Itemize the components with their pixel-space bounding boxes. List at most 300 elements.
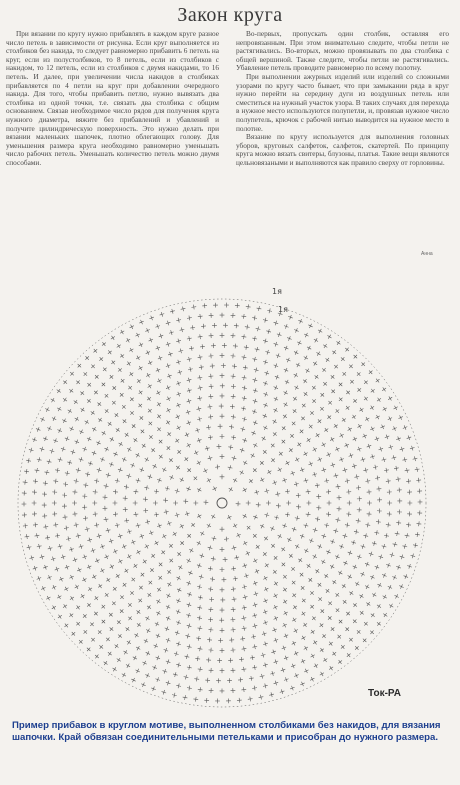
stitch-mark: [126, 664, 130, 668]
stitch-mark: [73, 512, 78, 517]
stitch-mark: [304, 549, 308, 553]
stitch-mark: [137, 379, 141, 383]
stitch-mark: [286, 358, 290, 362]
stitch-mark: [407, 490, 412, 495]
stitch-mark: [293, 397, 297, 401]
stitch-mark: [356, 519, 361, 524]
stitch-mark: [292, 422, 296, 426]
stitch-mark: [166, 420, 170, 424]
stitch-mark: [273, 420, 277, 424]
stitch-mark: [123, 507, 128, 512]
stitch-mark: [53, 479, 58, 484]
stitch-mark: [83, 614, 87, 618]
stitch-mark: [84, 372, 87, 375]
stitch-mark: [188, 367, 193, 372]
stitch-mark: [72, 501, 77, 506]
stitch-mark: [146, 350, 150, 354]
stitch-mark: [372, 593, 376, 597]
stitch-mark: [108, 350, 112, 354]
stitch-mark: [173, 672, 178, 677]
stitch-mark: [293, 409, 297, 413]
stitch-mark: [140, 468, 144, 472]
stitch-mark: [241, 687, 246, 692]
stitch-mark: [271, 544, 275, 548]
stitch-mark: [243, 365, 248, 370]
stitch-mark: [209, 313, 214, 318]
stitch-mark: [263, 381, 268, 386]
stitch-mark: [176, 415, 180, 419]
stitch-mark: [404, 574, 408, 578]
stitch-mark: [27, 545, 32, 550]
stitch-mark: [167, 432, 171, 436]
stitch-mark: [285, 512, 290, 517]
paragraph: Вязание по кругу используется для выполнения головных уборов, круговых салфеток, салфеток, скатертей. По принципу круга можно вязать свитеры, блузоны, платья. Такие вещи являются цельновязаными и выполняются как правило сверху от горловины.: [236, 132, 449, 167]
stitch-mark: [75, 585, 79, 589]
stitch-mark: [98, 630, 101, 633]
stitch-mark: [155, 677, 160, 682]
stitch-mark: [55, 567, 59, 571]
stitch-mark: [90, 623, 94, 627]
stitch-mark: [304, 478, 309, 483]
stitch-mark: [112, 401, 116, 405]
stitch-mark: [403, 425, 407, 429]
stitch-mark: [292, 641, 296, 645]
stitch-mark: [292, 618, 296, 622]
stitch-mark: [297, 443, 301, 447]
stitch-mark: [45, 408, 49, 412]
stitch-mark: [61, 447, 66, 452]
stitch-mark: [105, 593, 109, 597]
stitch-mark: [355, 582, 359, 586]
stitch-mark: [377, 487, 382, 492]
center-ring: [217, 498, 227, 508]
stitch-mark: [186, 487, 190, 491]
stitch-mark: [218, 638, 223, 643]
stitch-mark: [413, 543, 418, 548]
stitch-mark: [252, 409, 257, 414]
stitch-mark: [377, 497, 382, 502]
stitch-mark: [103, 368, 107, 372]
stitch-mark: [109, 539, 114, 544]
stitch-mark: [113, 549, 117, 553]
stitch-mark: [357, 388, 361, 392]
stitch-mark: [300, 534, 304, 538]
stitch-mark: [359, 408, 363, 412]
stitch-mark: [197, 461, 201, 465]
stitch-mark: [136, 646, 140, 650]
stitch-mark: [303, 623, 307, 627]
stitch-mark: [105, 409, 109, 413]
stitch-mark: [130, 411, 133, 414]
stitch-mark: [87, 437, 91, 441]
stitch-mark: [336, 484, 341, 489]
stitch-mark: [204, 698, 209, 703]
stitch-mark: [166, 594, 170, 598]
stitch-mark: [243, 438, 248, 443]
stitch-mark: [223, 323, 228, 328]
stitch-mark: [184, 457, 188, 461]
stitch-mark: [43, 481, 48, 486]
stitch-mark: [351, 540, 356, 545]
stitch-mark: [339, 457, 344, 462]
stitch-mark: [242, 626, 247, 631]
stitch-mark: [75, 417, 79, 421]
stitch-mark: [295, 458, 299, 462]
stitch-mark: [348, 427, 352, 431]
stitch-mark: [197, 563, 202, 568]
stitch-mark: [74, 479, 79, 484]
stitch-mark: [343, 372, 346, 375]
stitch-mark: [157, 402, 161, 406]
stitch-mark: [243, 563, 248, 568]
stitch-mark: [279, 452, 283, 456]
stitch-mark: [73, 490, 78, 495]
stitch-mark: [231, 668, 236, 673]
stitch-mark: [91, 411, 95, 415]
stitch-mark: [147, 593, 151, 597]
stitch-mark: [382, 387, 386, 391]
stitch-mark: [187, 686, 192, 691]
stitch-mark: [186, 613, 191, 618]
stitch-mark: [102, 383, 105, 386]
stitch-mark: [198, 626, 203, 631]
stitch-mark: [203, 469, 207, 473]
stitch-mark: [176, 360, 181, 365]
stitch-mark: [145, 328, 149, 332]
stitch-mark: [390, 553, 395, 558]
stitch-mark: [312, 399, 316, 403]
stitch-mark: [111, 360, 115, 364]
stitch-mark: [198, 667, 203, 672]
stitch-mark: [23, 480, 28, 485]
stitch-mark: [220, 628, 225, 633]
stitch-mark: [296, 504, 301, 509]
stitch-mark: [51, 398, 55, 402]
stitch-mark: [149, 316, 153, 320]
stitch-mark: [397, 488, 402, 493]
stitch-mark: [255, 569, 259, 573]
stitch-mark: [95, 655, 99, 659]
stitch-mark: [346, 512, 351, 517]
stitch-mark: [208, 394, 213, 399]
stitch-mark: [206, 658, 211, 663]
stitch-mark: [273, 605, 277, 609]
stitch-mark: [139, 320, 143, 324]
stitch-mark: [159, 334, 164, 339]
stitch-mark: [33, 566, 38, 571]
stitch-mark: [261, 653, 266, 658]
stitch-mark: [231, 607, 236, 612]
stitch-mark: [52, 501, 57, 506]
stitch-mark: [228, 465, 233, 470]
stitch-mark: [324, 478, 329, 483]
stitch-mark: [260, 461, 263, 464]
stitch-mark: [293, 605, 297, 609]
stitch-mark: [294, 350, 298, 354]
stitch-mark: [33, 522, 38, 527]
stitch-mark: [117, 658, 121, 662]
stitch-mark: [407, 512, 412, 517]
stitch-mark: [274, 582, 278, 586]
stitch-mark: [252, 336, 257, 341]
stitch-mark: [198, 595, 203, 600]
stitch-mark: [45, 470, 50, 475]
stitch-mark: [187, 443, 191, 447]
stitch-mark: [349, 638, 352, 641]
stitch-mark: [220, 648, 225, 653]
stitch-mark: [25, 534, 30, 539]
stitch-mark: [383, 613, 387, 617]
stitch-mark: [133, 501, 138, 506]
stitch-mark: [122, 673, 126, 677]
stitch-mark: [187, 357, 192, 362]
stitch-mark: [329, 666, 333, 670]
stitch-mark: [252, 357, 257, 362]
stitch-mark: [99, 645, 103, 649]
stitch-mark: [274, 342, 279, 347]
stitch-mark: [159, 440, 162, 443]
stitch-mark: [244, 573, 249, 578]
stitch-mark: [153, 501, 158, 506]
stitch-mark: [326, 512, 331, 517]
stitch-mark: [136, 478, 141, 483]
stitch-mark: [328, 616, 332, 620]
stitch-mark: [57, 407, 61, 411]
stitch-mark: [144, 485, 149, 490]
stitch-mark: [104, 447, 108, 451]
stitch-mark: [253, 581, 257, 585]
stitch-mark: [152, 665, 156, 669]
stitch-mark: [410, 446, 415, 451]
stitch-mark: [113, 512, 118, 517]
stitch-mark: [306, 512, 311, 517]
stitch-mark: [337, 495, 342, 500]
stitch-mark: [47, 575, 51, 579]
stitch-mark: [40, 417, 44, 421]
stitch-mark: [96, 441, 100, 445]
stitch-mark: [231, 648, 236, 653]
stitch-mark: [134, 489, 139, 494]
stitch-mark: [354, 474, 359, 479]
stitch-mark: [365, 585, 369, 589]
stitch-mark: [233, 478, 237, 482]
stitch-mark: [87, 399, 91, 403]
stitch-mark: [138, 366, 142, 370]
stitch-mark: [47, 459, 52, 464]
stitch-mark: [133, 564, 137, 568]
stitch-mark: [231, 688, 236, 693]
stitch-mark: [57, 595, 61, 599]
stitch-mark: [253, 399, 258, 404]
stitch-mark: [330, 539, 335, 544]
stitch-mark: [357, 372, 360, 375]
stitch-mark: [145, 616, 149, 620]
stitch-mark: [220, 688, 225, 693]
stitch-mark: [253, 534, 256, 537]
stitch-mark: [328, 602, 332, 606]
stitch-mark: [243, 541, 247, 545]
stitch-mark: [156, 634, 160, 638]
stitch-mark: [222, 343, 227, 348]
stitch-mark: [220, 394, 225, 399]
stitch-mark: [224, 303, 229, 308]
stitch-mark: [371, 613, 375, 617]
stitch-mark: [310, 605, 314, 609]
stitch-mark: [385, 435, 389, 439]
stitch-mark: [77, 568, 81, 572]
stitch-mark: [62, 493, 67, 498]
stitch-mark: [176, 403, 180, 407]
stitch-mark: [345, 523, 350, 528]
stitch-mark: [156, 368, 160, 372]
stitch-mark: [316, 505, 321, 510]
stitch-mark: [168, 352, 173, 357]
stitch-mark: [295, 516, 300, 521]
stitch-mark: [383, 407, 387, 411]
stitch-mark: [194, 677, 199, 682]
stitch-mark: [234, 323, 239, 328]
stitch-mark: [210, 364, 215, 369]
stitch-mark: [115, 523, 120, 528]
stitch-mark: [396, 520, 401, 525]
stitch-mark: [87, 565, 91, 569]
stitch-mark: [212, 536, 217, 541]
stitch-mark: [386, 563, 390, 567]
stitch-mark: [71, 450, 76, 455]
stitch-mark: [177, 426, 181, 430]
stitch-mark: [202, 303, 207, 308]
stitch-mark: [397, 509, 402, 514]
stitch-mark: [274, 515, 279, 520]
stitch-mark: [340, 433, 344, 437]
stitch-mark: [284, 391, 288, 395]
stitch-mark: [304, 523, 309, 528]
stitch-mark: [53, 438, 57, 442]
stitch-mark: [35, 468, 40, 473]
stitch-mark: [130, 463, 134, 467]
stitch-mark: [228, 445, 233, 450]
stitch-mark: [242, 585, 247, 590]
stitch-mark: [33, 479, 38, 484]
stitch-mark: [200, 554, 204, 558]
stitch-mark: [137, 623, 141, 627]
stitch-mark: [155, 622, 159, 626]
stitch-mark: [359, 594, 363, 598]
stitch-mark: [233, 576, 238, 581]
stitch-mark: [274, 397, 278, 401]
stitch-mark: [70, 596, 74, 600]
stitch-mark: [195, 428, 200, 433]
stitch-mark: [253, 443, 257, 447]
stitch-mark: [149, 422, 153, 426]
stitch-mark: [254, 592, 258, 596]
stitch-mark: [229, 638, 234, 643]
stitch-mark: [106, 578, 110, 582]
stitch-mark: [323, 658, 327, 662]
stitch-mark: [236, 533, 240, 537]
stitch-mark: [103, 506, 108, 511]
stitch-mark: [392, 455, 397, 460]
stitch-mark: [37, 457, 42, 462]
stitch-mark: [257, 306, 262, 311]
stitch-mark: [221, 363, 226, 368]
stitch-mark: [343, 561, 347, 565]
stitch-mark: [88, 461, 93, 466]
stitch-mark: [289, 554, 293, 558]
stitch-mark: [131, 578, 135, 582]
stitch-mark: [377, 398, 381, 402]
stitch-mark: [170, 309, 175, 314]
stitch-mark: [416, 478, 421, 483]
stitch-mark: [242, 386, 247, 391]
stitch-mark: [389, 445, 394, 450]
stitch-mark: [407, 435, 412, 440]
stitch-mark: [343, 600, 347, 604]
stitch-mark: [73, 558, 77, 562]
stitch-mark: [197, 616, 202, 621]
stitch-mark: [346, 391, 350, 395]
stitch-mark: [374, 530, 379, 535]
stitch-mark: [209, 374, 214, 379]
stitch-mark: [144, 639, 148, 643]
stitch-mark: [394, 466, 399, 471]
stitch-mark: [76, 468, 81, 473]
stitch-mark: [208, 546, 213, 551]
stitch-mark: [166, 321, 171, 326]
stitch-mark: [295, 386, 299, 390]
stitch-mark: [136, 669, 140, 673]
stitch-mark: [91, 365, 94, 368]
stitch-mark: [274, 638, 278, 642]
stitch-mark: [338, 660, 342, 664]
stitch-mark: [193, 697, 198, 702]
stitch-mark: [360, 572, 364, 576]
stitch-mark: [291, 471, 295, 475]
stitch-mark: [375, 476, 380, 481]
stitch-mark: [330, 565, 334, 569]
stitch-mark: [333, 529, 338, 534]
stitch-mark: [161, 550, 165, 554]
stitch-mark: [149, 435, 153, 439]
stitch-mark: [22, 491, 27, 496]
stitch-mark: [290, 686, 294, 690]
stitch-mark: [313, 447, 317, 451]
stitch-mark: [242, 375, 247, 380]
stitch-mark: [344, 443, 348, 447]
stitch-mark: [167, 521, 171, 525]
stitch-mark: [339, 398, 343, 402]
stitch-mark: [375, 565, 379, 569]
stitch-mark: [176, 683, 181, 688]
stitch-mark: [347, 501, 352, 506]
stitch-mark: [148, 474, 153, 479]
stitch-mark: [320, 407, 323, 410]
stitch-mark: [263, 360, 268, 365]
stitch-mark: [166, 660, 171, 665]
stitch-mark: [208, 404, 213, 409]
stitch-mark: [242, 646, 247, 651]
stitch-mark: [52, 585, 56, 589]
stitch-mark: [315, 483, 320, 488]
stitch-mark: [167, 446, 170, 449]
stitch-mark: [287, 538, 291, 542]
stitch-mark: [207, 478, 211, 482]
stitch-mark: [396, 565, 401, 570]
stitch-mark: [251, 454, 255, 458]
stitch-mark: [310, 591, 313, 594]
stitch-mark: [362, 362, 365, 365]
stitch-mark: [128, 603, 132, 607]
